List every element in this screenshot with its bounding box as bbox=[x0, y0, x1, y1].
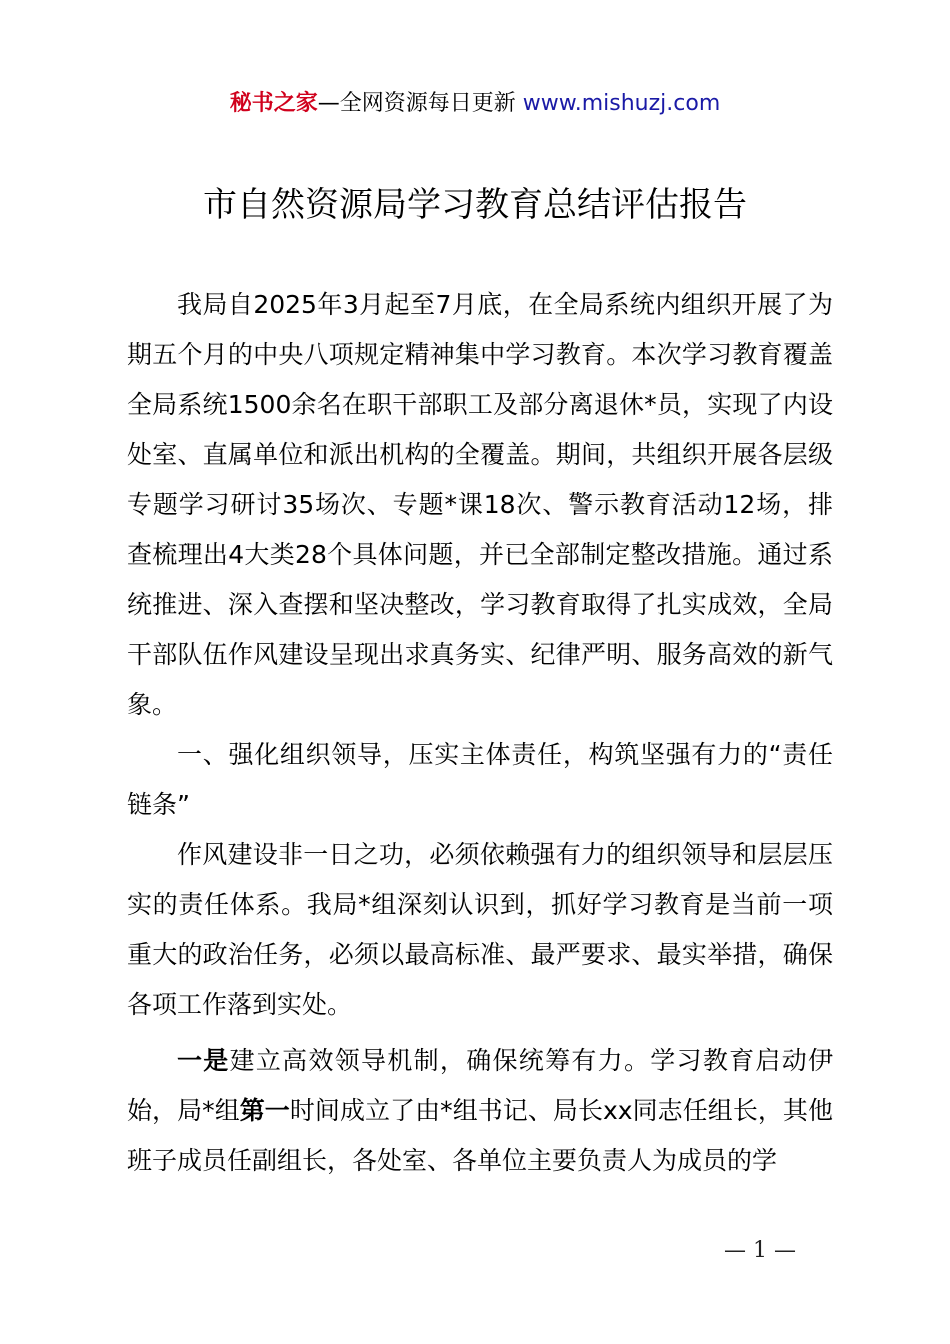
site-header bbox=[0, 88, 950, 120]
site-url[interactable]: www.mishuzj.com bbox=[522, 91, 721, 116]
point-1-emphasis: 第一 bbox=[239, 1096, 290, 1125]
intro-paragraph: 我局自2025年3月起至7月底，在全局系统内组织开展了为期五个月的中央八项规定精神集中学习教育。本次学习教育覆盖全局系统1500余名在职干部职工及部分离退休*员，实现了内设处室、直属单位和派出机构的全覆盖。期间，共组织开展各层级专题学习研讨35场次、专题*课18次、警示教育活动12场，排查梳理出4大类28个具体问题，并已全部制定整改措施。通过系统推进、深入查摆和坚决整改，学习教育取得了扎实成效，全局干部队伍作风建设呈现出求真务实、纪律严明、服务高效的新气象。 bbox=[127, 290, 833, 719]
section-1-paragraph: 作风建设非一日之功，必须依赖强有力的组织领导和层层压实的责任体系。我局*组深刻认识到，抓好学习教育是当前一项重大的政治任务，必须以最高标准、最严要求、最实举措，确保各项工作落到实处。 bbox=[127, 840, 833, 1019]
point-1-text-b: 时间成立了由*组书记、局长xx同志任组长，其他班子成员任副组长，各处室、各单位主要负责人为成员的学 bbox=[127, 1096, 833, 1175]
brand-tagline: —全网资源每日更新 bbox=[317, 91, 523, 116]
section-1-heading: 一、强化组织领导，压实主体责任，构筑坚强有力的“责任链条” bbox=[127, 740, 833, 819]
point-1-text-a: 建立高效领导机制，确保统筹有力。学习教育启动伊始，局*组 bbox=[127, 1046, 833, 1125]
document-title: 市自然资源局学习教育总结评估报告 bbox=[203, 185, 747, 225]
point-1-paragraph bbox=[127, 1036, 833, 1186]
page-number: — 1 — bbox=[724, 1238, 796, 1263]
brand-name: 秘书之家 bbox=[229, 91, 318, 116]
document-body bbox=[127, 280, 833, 1186]
point-1-lead: 一是 bbox=[177, 1046, 230, 1075]
